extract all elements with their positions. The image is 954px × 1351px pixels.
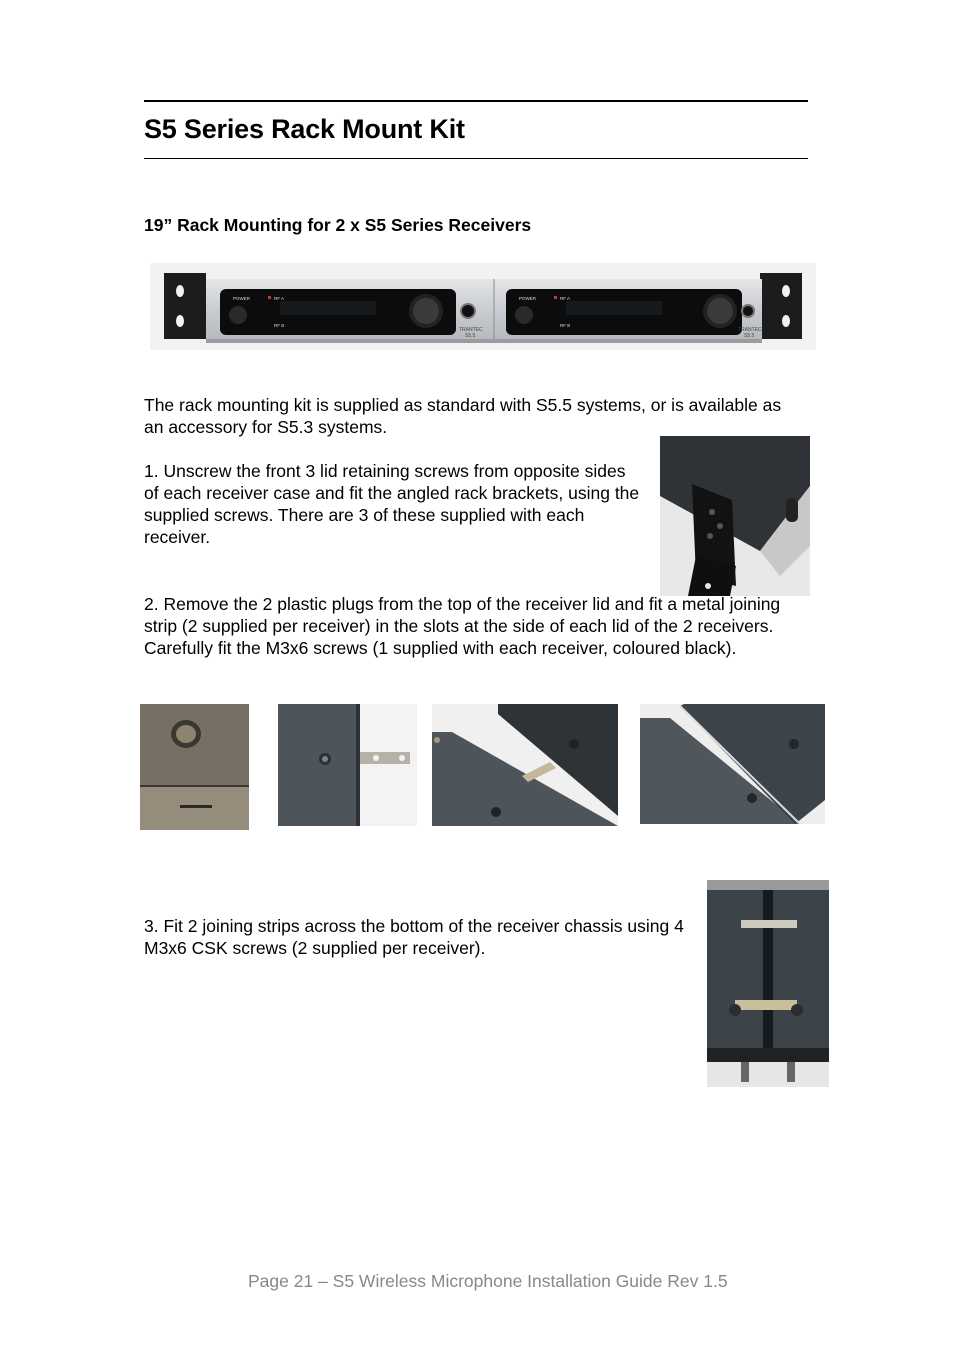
rack-mounted-receivers-photo	[150, 263, 816, 350]
brand-label-1: TRANTEC	[459, 327, 483, 333]
rfa-label-1: RF A	[274, 296, 285, 301]
joining-strip-slot-photo	[432, 704, 618, 826]
rfa-label-2: RF A	[560, 296, 571, 301]
step-2-paragraph: 2. Remove the 2 plastic plugs from the top of the receiver lid and fit a metal joining strip (2 supplied per receiver) in the slots at the side of each lid of the 2 receivers. Carefully fit the M3x6 screws (1 supplied with each receiver, coloured black).	[144, 594, 781, 658]
screw-fitted-photo	[640, 704, 825, 824]
angled-bracket-photo	[660, 436, 810, 596]
step-1-paragraph: 1. Unscrew the front 3 lid retaining screws from opposite sides of each receiver case and fit the angled rack brackets, using the supplied screws. There are 3 of these supplied with each receiver.	[144, 461, 640, 547]
page-title: S5 Series Rack Mount Kit	[144, 114, 465, 144]
chassis-bottom-strips-photo	[707, 880, 829, 1087]
model-label-1: S5.5	[465, 333, 476, 339]
intro-paragraph: The rack mounting kit is supplied as standard with S5.5 systems, or is available as an accessory for S5.3 systems.	[144, 395, 782, 437]
title-rule-top	[144, 100, 808, 102]
model-label-2: S5.5	[744, 333, 755, 339]
rfb-label-1: RF B	[274, 323, 285, 328]
section-subtitle: 19” Rack Mounting for 2 x S5 Series Receivers	[144, 215, 532, 235]
brand-label-2: TRANTEC	[738, 327, 762, 333]
title-rule-bottom	[144, 158, 808, 159]
joining-strip-side-photo	[278, 704, 417, 826]
power-label-2: POWER	[519, 296, 537, 301]
plastic-plug-photo	[140, 704, 249, 830]
step-3-paragraph: 3. Fit 2 joining strips across the bottom of the receiver chassis using 4 M3x6 CSK screws (2 supplied per receiver).	[144, 916, 684, 958]
power-label-1: POWER	[233, 296, 251, 301]
rfb-label-2: RF B	[560, 323, 571, 328]
page-footer: Page 21 – S5 Wireless Microphone Installation Guide Rev 1.5	[248, 1271, 728, 1291]
